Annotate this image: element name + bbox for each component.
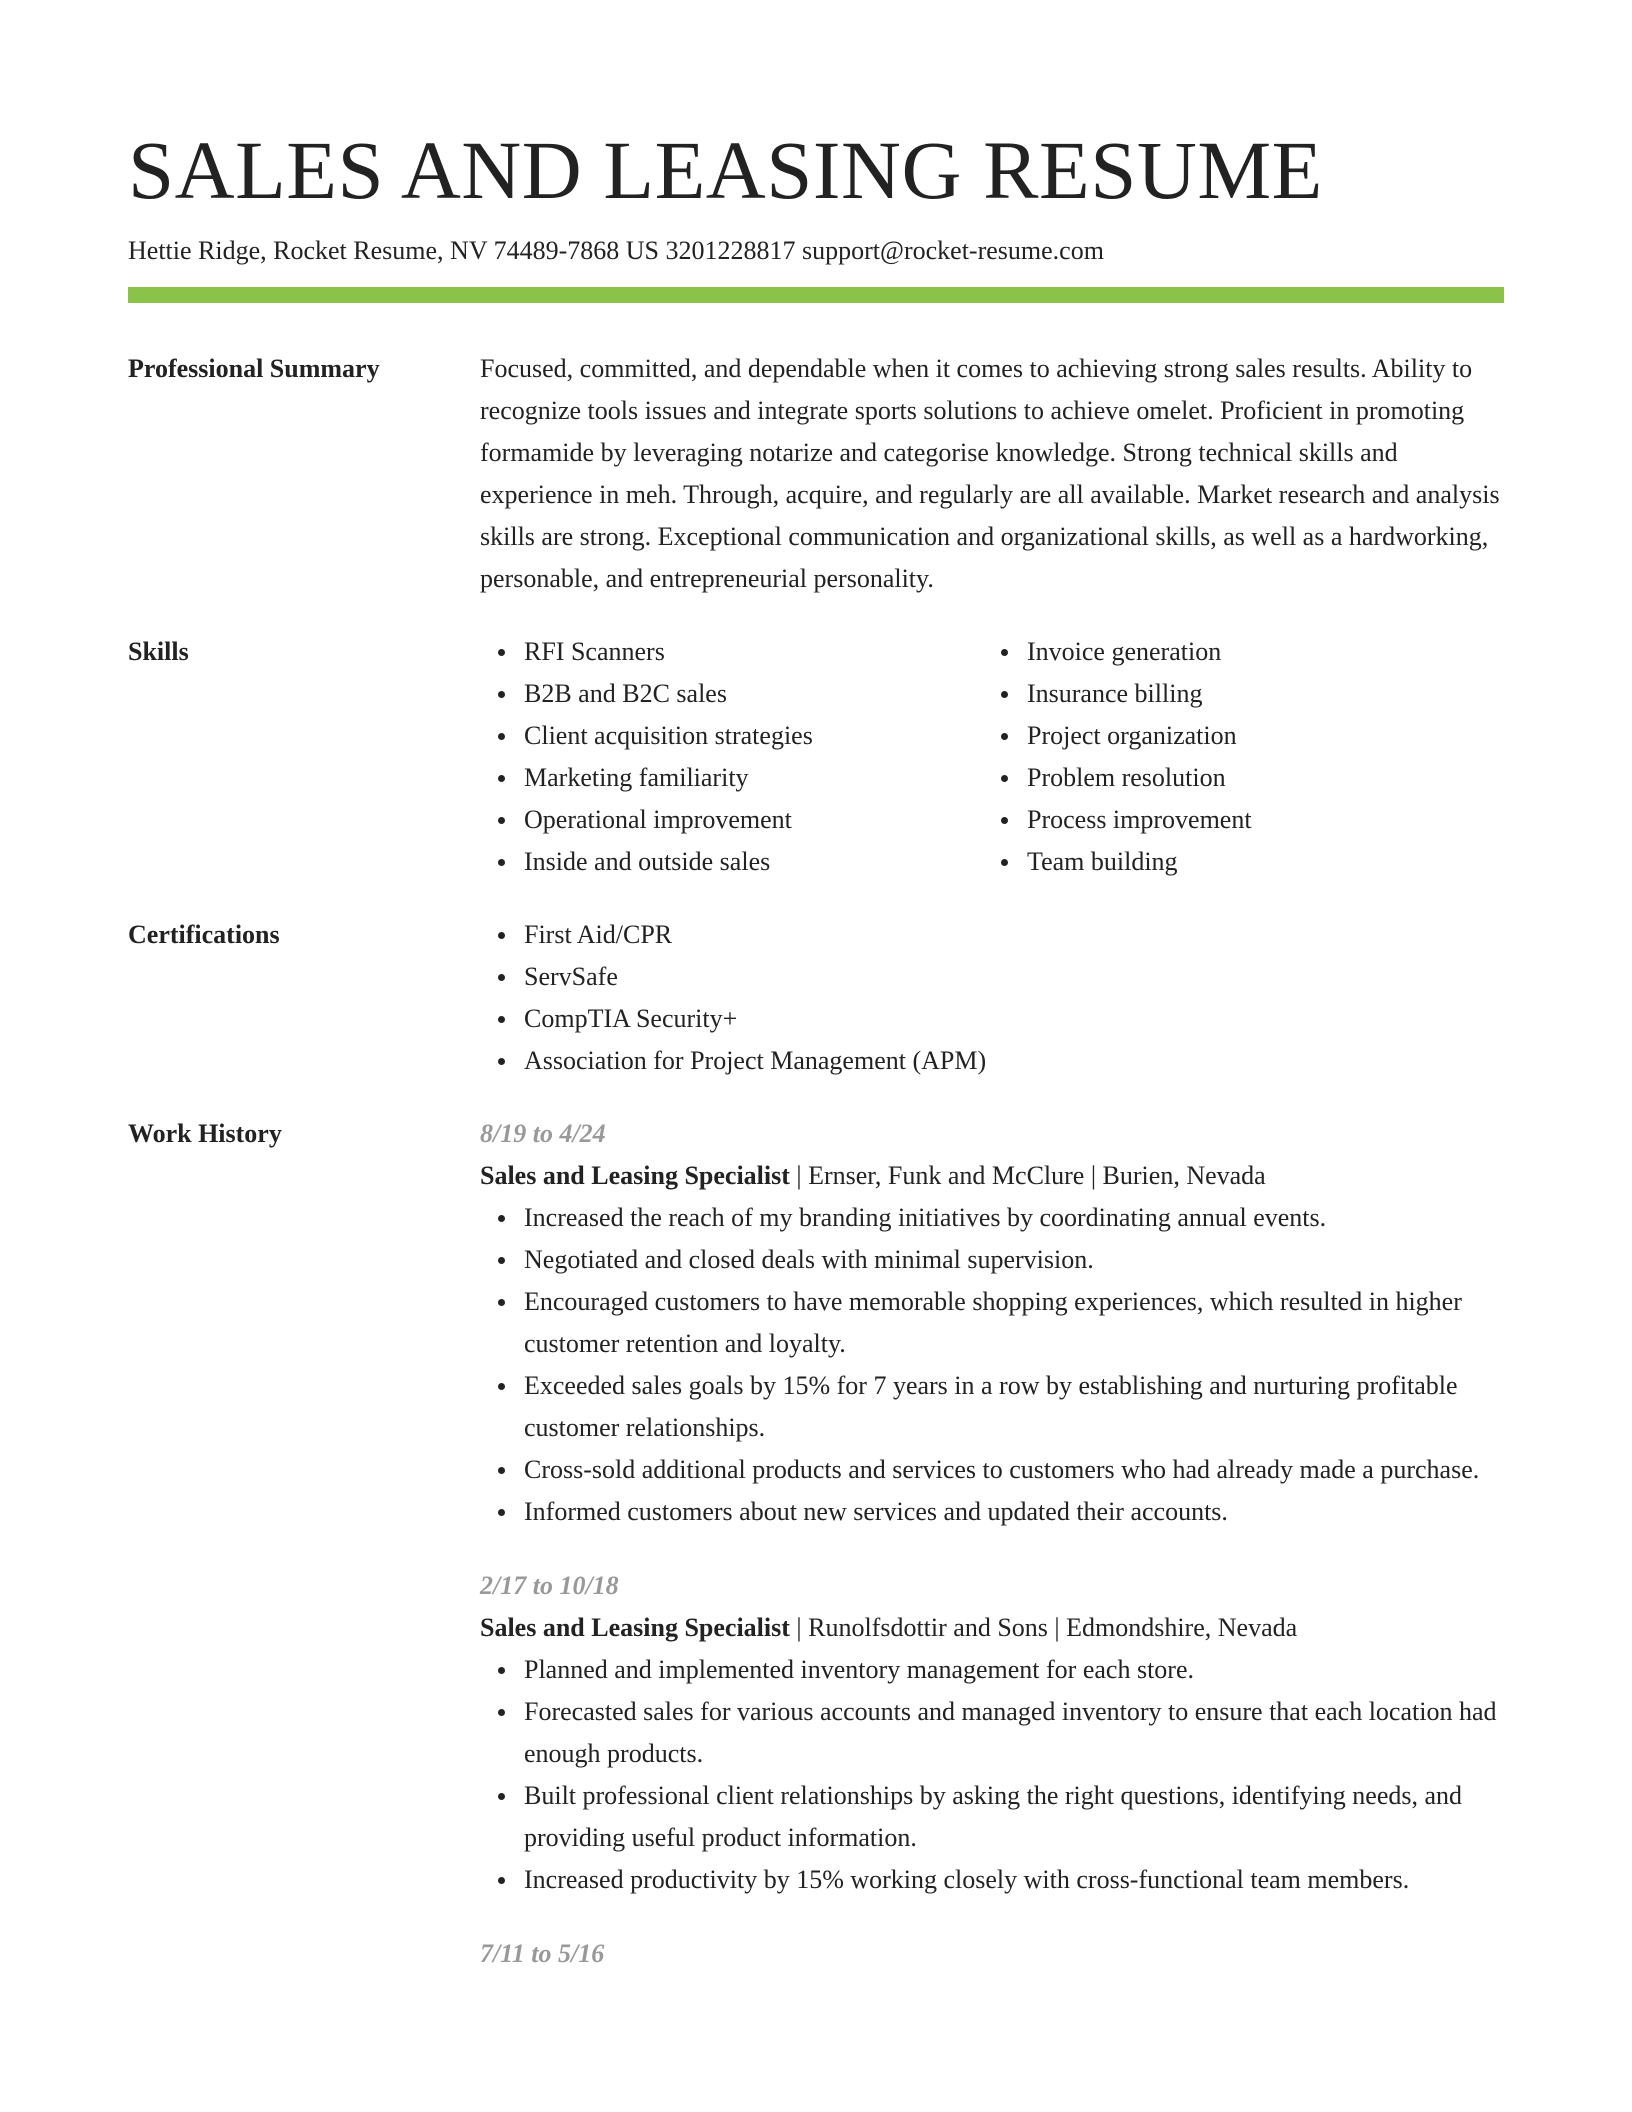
summary-label: Professional Summary — [128, 354, 380, 383]
job-bullet: Cross-sold additional products and services to customers who had already made a purchase. — [524, 1449, 1504, 1491]
contact-line: Hettie Ridge, Rocket Resume, NV 74489-7868 US 3201228817 support@rocket-resume.com — [128, 236, 1104, 265]
certifications-label: Certifications — [128, 920, 280, 949]
skill-item: Team building — [1027, 841, 1486, 883]
job-bullet: Encouraged customers to have memorable shopping experiences, which resulted in higher customer retention and loyalty. — [524, 1281, 1504, 1365]
skill-item: B2B and B2C sales — [524, 673, 983, 715]
skill-item: RFI Scanners — [524, 631, 983, 673]
summary-section — [128, 348, 1504, 600]
certification-item: First Aid/CPR — [524, 914, 1504, 956]
job-title: Sales and Leasing Specialist — [480, 1161, 790, 1190]
work-history-body — [480, 1113, 1504, 1975]
job-bullet: Planned and implemented inventory management for each store. — [524, 1649, 1504, 1691]
skills-columns — [480, 631, 1504, 883]
work-history-section — [128, 1113, 1504, 1975]
certification-item: Association for Project Management (APM) — [524, 1040, 1504, 1082]
job-bullets — [480, 1649, 1504, 1901]
job-employer-location: | Runolfsdottir and Sons | Edmondshire, Nevada — [789, 1613, 1298, 1642]
skill-item: Invoice generation — [1027, 631, 1486, 673]
accent-divider — [128, 287, 1504, 303]
skill-item: Problem resolution — [1027, 757, 1486, 799]
job-bullet: Informed customers about new services and updated their accounts. — [524, 1491, 1504, 1533]
skills-body — [480, 631, 1504, 883]
job-heading — [480, 1607, 1504, 1649]
skill-item: Process improvement — [1027, 799, 1486, 841]
certification-item: ServSafe — [524, 956, 1504, 998]
skills-list-right — [983, 631, 1486, 883]
summary-body — [480, 348, 1504, 600]
job-bullet: Negotiated and closed deals with minimal supervision. — [524, 1239, 1504, 1281]
certifications-body — [480, 914, 1504, 1082]
skills-list-left — [480, 631, 983, 883]
summary-text: Focused, committed, and dependable when it comes to achieving strong sales results. Ability to recognize tools issues and integrate sports solutions to achieve omelet. Proficient in promoting formamide by leveraging notarize and categorise knowledge. Strong technical skills and experience in meh. Through, acquire, and regularly are all available. Market research and analysis skills are strong. Exceptional communication and organizational skills, as well as a hardworking, personable, and entrepreneurial personality. — [480, 354, 1500, 593]
job-dates: 2/17 to 10/18 — [480, 1571, 619, 1600]
skill-item: Operational improvement — [524, 799, 983, 841]
job-dates: 8/19 to 4/24 — [480, 1119, 606, 1148]
job-entry — [480, 1113, 1504, 1533]
job-title: Sales and Leasing Specialist — [480, 1613, 790, 1642]
certifications-section — [128, 914, 1504, 1082]
skills-label: Skills — [128, 637, 189, 666]
skill-item: Inside and outside sales — [524, 841, 983, 883]
resume-title: SALES AND LEASING RESUME — [128, 124, 1323, 216]
work-history-label: Work History — [128, 1119, 282, 1148]
skill-item: Project organization — [1027, 715, 1486, 757]
job-employer-location: | Ernser, Funk and McClure | Burien, Nevada — [789, 1161, 1266, 1190]
skill-item: Marketing familiarity — [524, 757, 983, 799]
job-entry — [480, 1565, 1504, 1901]
certification-item: CompTIA Security+ — [524, 998, 1504, 1040]
job-bullet: Exceeded sales goals by 15% for 7 years in a row by establishing and nurturing profitable customer relationships. — [524, 1365, 1504, 1449]
job-entry — [480, 1933, 1504, 1975]
job-dates: 7/11 to 5/16 — [480, 1939, 605, 1968]
job-bullet: Increased productivity by 15% working closely with cross-functional team members. — [524, 1859, 1504, 1901]
job-bullet: Increased the reach of my branding initiatives by coordinating annual events. — [524, 1197, 1504, 1239]
skill-item: Insurance billing — [1027, 673, 1486, 715]
job-bullet: Built professional client relationships by asking the right questions, identifying needs, and providing useful product information. — [524, 1775, 1504, 1859]
job-bullets — [480, 1197, 1504, 1533]
job-bullet: Forecasted sales for various accounts and managed inventory to ensure that each location had enough products. — [524, 1691, 1504, 1775]
certifications-list — [480, 914, 1504, 1082]
skills-section — [128, 631, 1504, 883]
job-heading — [480, 1155, 1504, 1197]
resume-page — [128, 0, 1504, 1975]
skill-item: Client acquisition strategies — [524, 715, 983, 757]
